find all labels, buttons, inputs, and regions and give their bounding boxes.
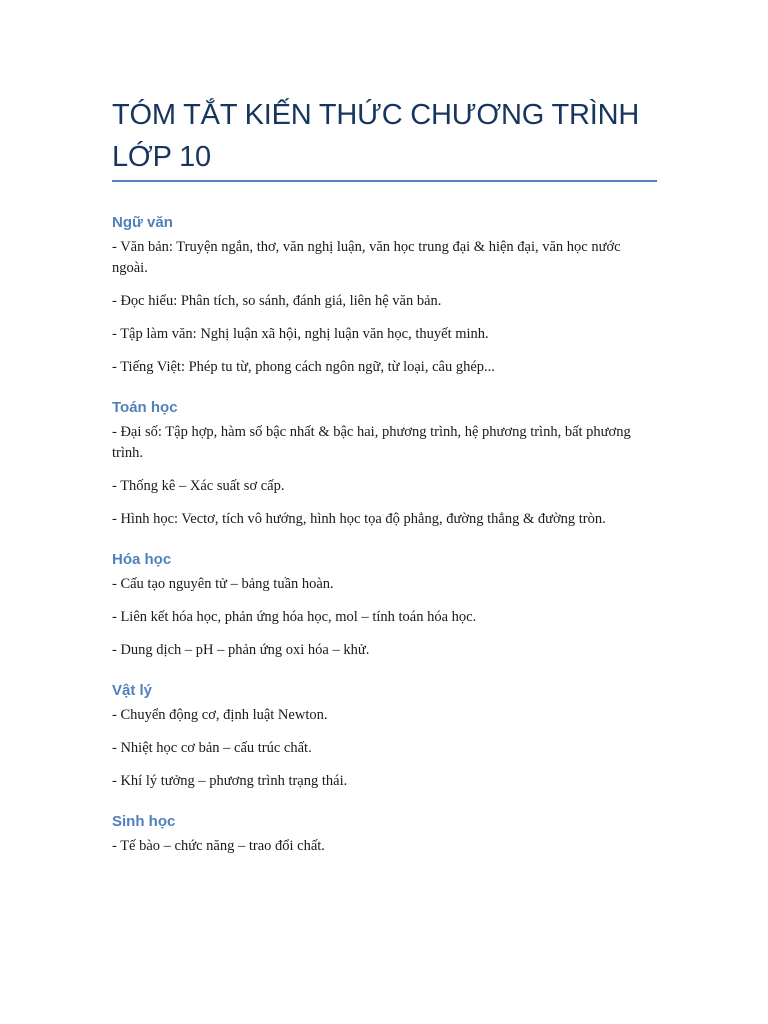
list-item: - Đọc hiểu: Phân tích, so sánh, đánh giá, liên hệ văn bản. <box>112 293 442 309</box>
list-item: - Hình học: Vectơ, tích vô hướng, hình học tọa độ phẳng, đường thẳng & đường tròn. <box>112 511 606 527</box>
list-item: - Tế bào – chức năng – trao đổi chất. <box>112 838 325 854</box>
list-item: - Thống kê – Xác suất sơ cấp. <box>112 478 285 494</box>
section-heading: Sinh học <box>112 813 176 830</box>
section-toan-hoc <box>112 397 657 530</box>
section-hoa-hoc <box>112 549 657 661</box>
list-item: - Đại số: Tập hợp, hàm số bậc nhất & bậc hai, phương trình, hệ phương trình, bất phương trình. <box>112 424 631 461</box>
list-item: - Liên kết hóa học, phản ứng hóa học, mol – tính toán hóa học. <box>112 609 477 625</box>
section-vat-ly <box>112 680 657 792</box>
list-item: - Văn bản: Truyện ngắn, thơ, văn nghị luận, văn học trung đại & hiện đại, văn học nước ngoài. <box>112 239 621 276</box>
list-item: - Chuyển động cơ, định luật Newton. <box>112 707 328 723</box>
list-item: - Tập làm văn: Nghị luận xã hội, nghị luận văn học, thuyết minh. <box>112 326 489 342</box>
document-body <box>112 212 657 876</box>
list-item: - Tiếng Việt: Phép tu từ, phong cách ngôn ngữ, từ loại, câu ghép... <box>112 359 495 375</box>
page-title: TÓM TẮT KIẾN THỨC CHƯƠNG TRÌNH LỚP 10 <box>112 99 640 173</box>
section-ngu-van <box>112 212 657 378</box>
section-heading: Toán học <box>112 399 178 416</box>
section-heading: Ngữ văn <box>112 214 173 231</box>
list-item: - Dung dịch – pH – phản ứng oxi hóa – khử. <box>112 642 370 658</box>
list-item: - Khí lý tưởng – phương trình trạng thái. <box>112 773 348 789</box>
list-item: - Cấu tạo nguyên tử – bảng tuần hoàn. <box>112 576 334 592</box>
section-heading: Vật lý <box>112 682 153 699</box>
section-sinh-hoc <box>112 811 657 857</box>
list-item: - Nhiệt học cơ bản – cấu trúc chất. <box>112 740 312 756</box>
title-divider <box>112 180 657 182</box>
section-heading: Hóa học <box>112 551 172 568</box>
